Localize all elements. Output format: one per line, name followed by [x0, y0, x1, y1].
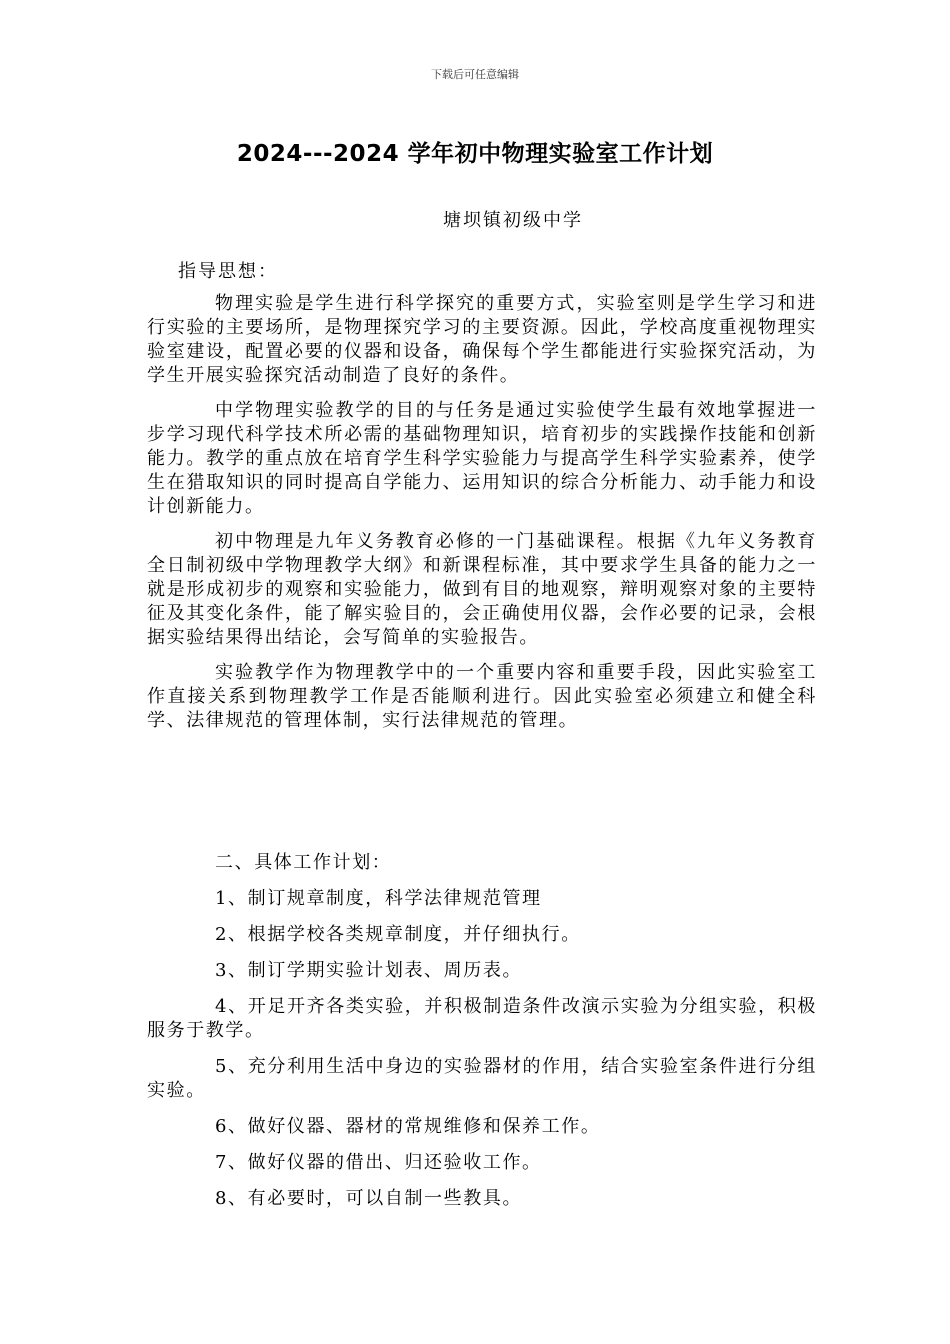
paragraph: 实验教学作为物理教学中的一个重要内容和重要手段，因此实验室工作直接关系到物理教学工作是否能顺利进行。因此实验室必须建立和健全科学、法律规范的管理体制，实行法律规范的管理。 [147, 662, 817, 731]
school-name: 塘坝镇初级中学 [443, 210, 583, 231]
plan-item: 7、做好仪器的借出、归还验收工作。 [215, 1152, 542, 1173]
plan-item: 6、做好仪器、器材的常规维修和保养工作。 [215, 1116, 601, 1137]
plan-item: 5、充分利用生活中身边的实验器材的作用，结合实验室条件进行分组实验。 [147, 1056, 817, 1101]
header-note: 下载后可任意编辑 [431, 68, 519, 81]
plan-section [147, 851, 817, 1223]
paragraph: 中学物理实验教学的目的与任务是通过实验使学生最有效地掌握进一步学习现代科学技术所必需的基础物理知识，培育初步的实践操作技能和创新能力。教学的重点放在培育学生科学实验能力与提高学生科学实验素养，使学生在猎取知识的同时提高自学能力、运用知识的综合分析能力、动手能力和设计创新能力。 [147, 400, 817, 517]
plan-item: 3、制订学期实验计划表、周历表。 [215, 960, 523, 981]
plan-item: 4、开足开齐各类实验，并积极制造条件改演示实验为分组实验，积极服务于教学。 [147, 996, 817, 1041]
plan-item: 8、有必要时，可以自制一些教具。 [215, 1188, 523, 1209]
guide-heading: 指导思想： [178, 261, 278, 282]
plan-item: 2、根据学校各类规章制度，并仔细执行。 [215, 924, 581, 945]
plan-item: 1、制订规章制度，科学法律规范管理 [215, 888, 542, 909]
document-title: 2024---2024 学年初中物理实验室工作计划 [236, 141, 714, 167]
paragraph: 物理实验是学生进行科学探究的重要方式，实验室则是学生学习和进行实验的主要场所，是物理探究学习的主要资源。因此，学校高度重视物理实验室建设，配置必要的仪器和设备，确保每个学生都能进行实验探究活动，为学生开展实验探究活动制造了良好的条件。 [147, 293, 817, 386]
guide-body [147, 292, 817, 744]
plan-heading: 二、具体工作计划： [215, 852, 392, 873]
paragraph: 初中物理是九年义务教育必修的一门基础课程。根据《九年义务教育全日制初级中学物理教学大纲》和新课程标准，其中要求学生具备的能力之一就是形成初步的观察和实验能力，做到有目的地观察，辩明观察对象的主要特征及其变化条件，能了解实验目的，会正确使用仪器，会作必要的记录，会根据实验结果得出结论，会写简单的实验报告。 [147, 531, 817, 648]
